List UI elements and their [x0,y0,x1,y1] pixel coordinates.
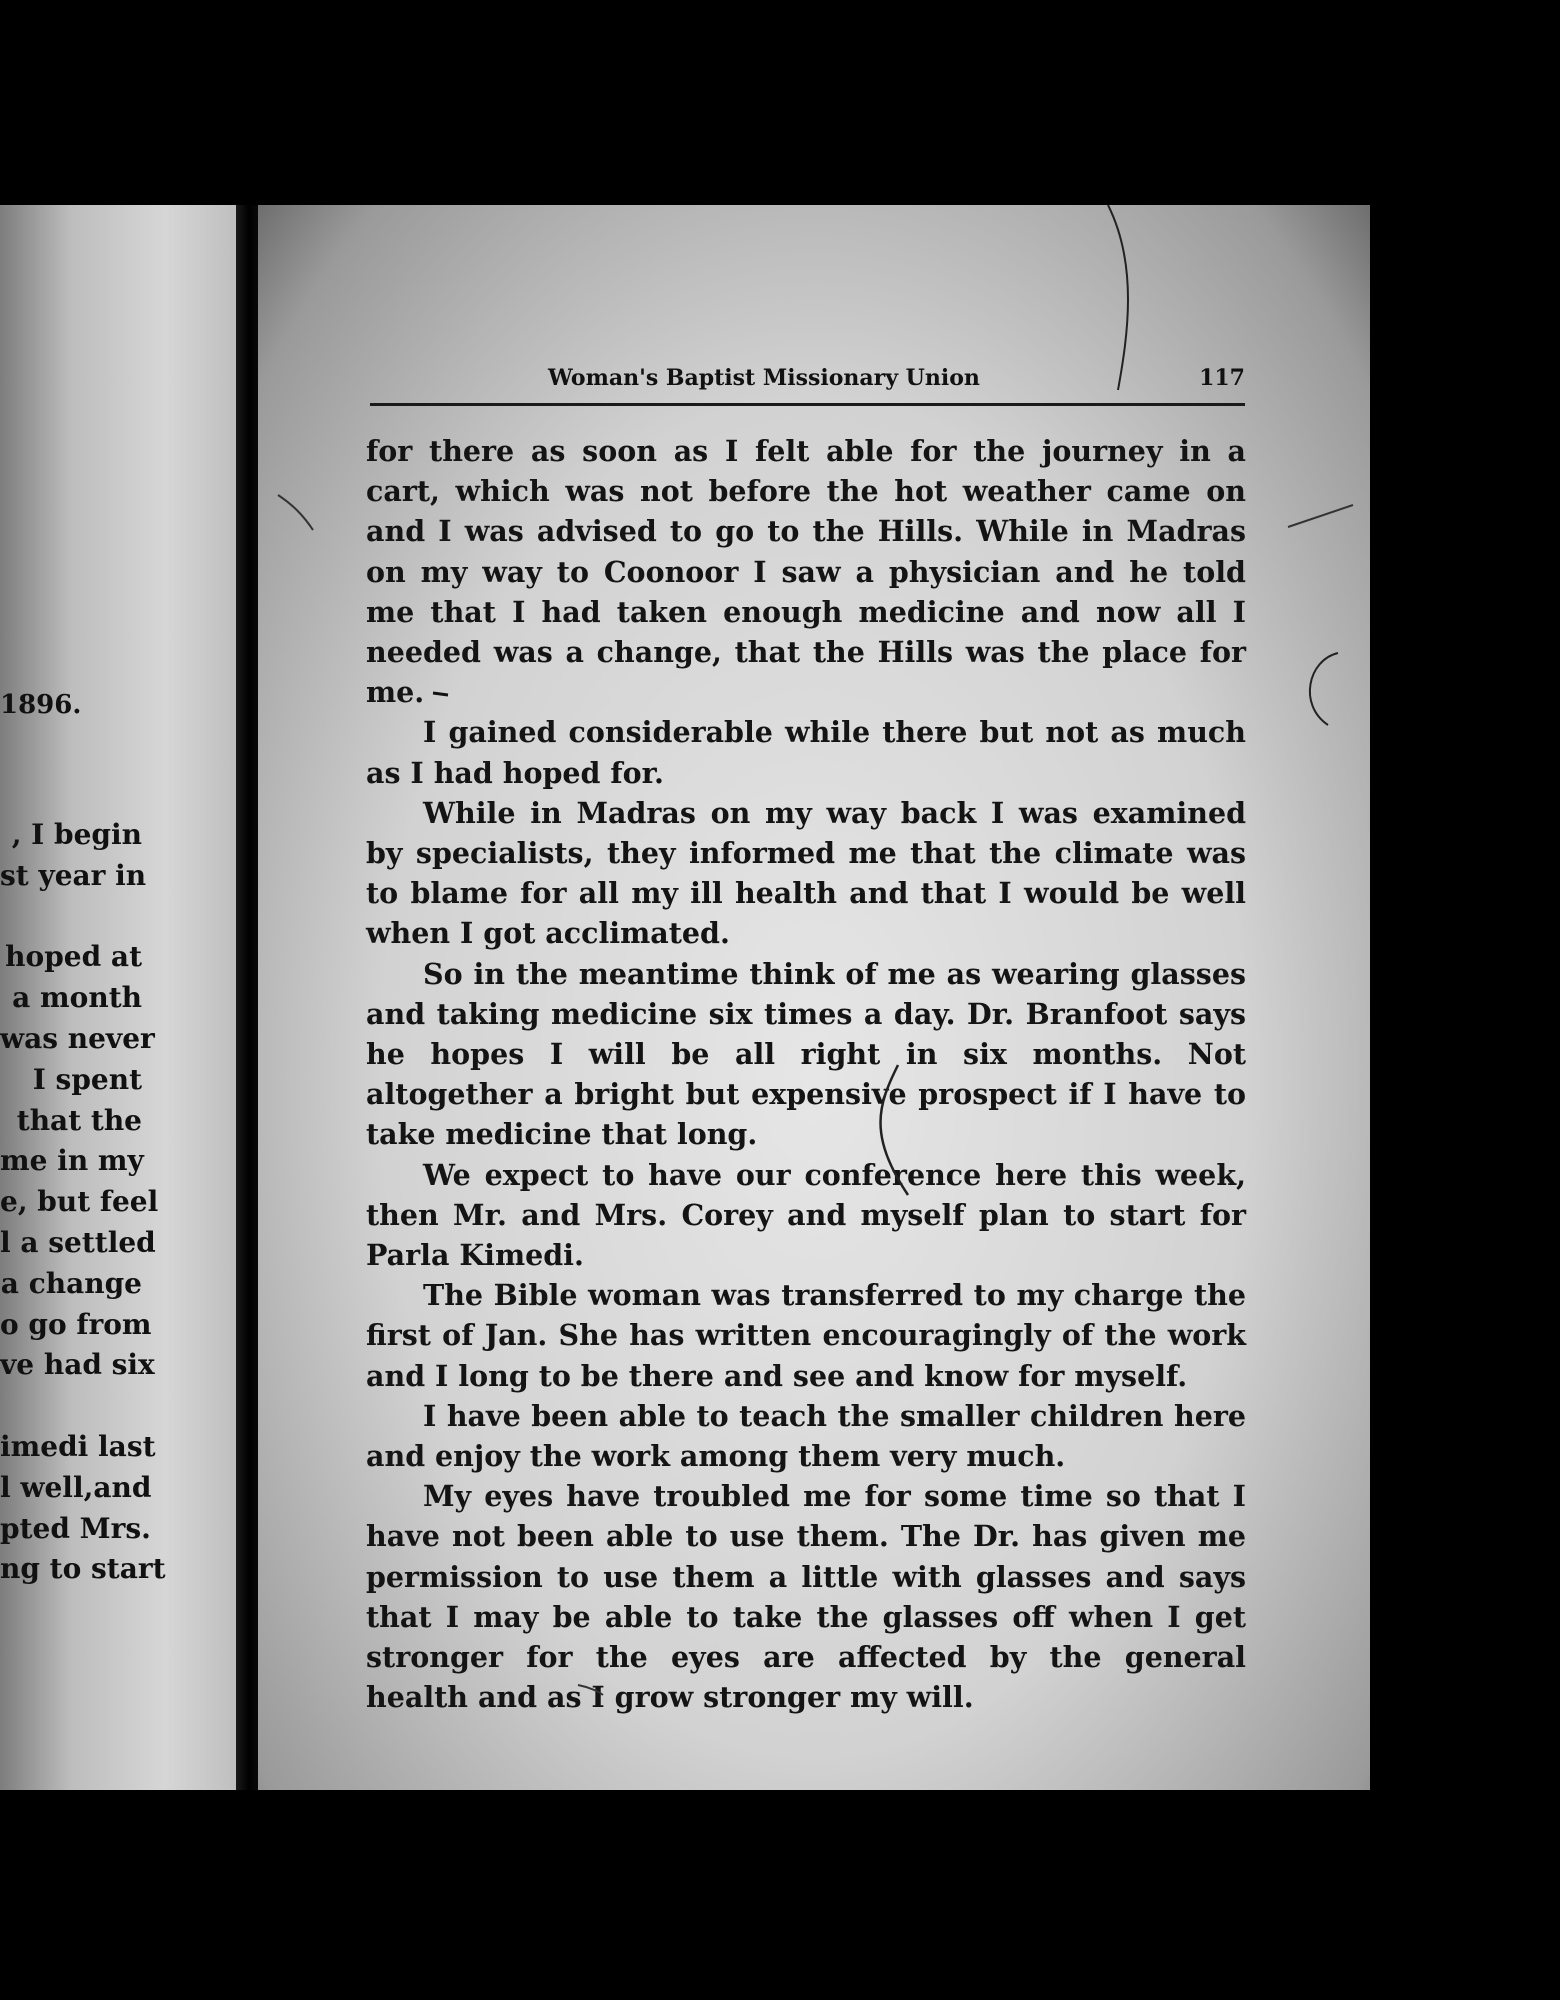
paragraph: I gained considerable while there but not as much as I had hoped for. [366,715,1246,790]
left-line: a change [0,1266,142,1300]
paragraph: So in the meantime think of me as wearing glasses and taking medicine six times a day. Dr. Branfoot says he hopes I will be all right in six months. Not altogether a bright but expensive prospect if I have to take medicine that long. [366,956,1246,1152]
left-line: that the [16,1103,142,1137]
left-line: me in my [0,1144,144,1178]
page-number: 117 [1199,365,1245,391]
left-line: hoped at [5,940,142,974]
left-line: l well,and [0,1470,152,1504]
paragraph: The Bible woman was transferred to my charge the first of Jan. She has written encouragingly of the work and I long to be there and see and know for myself. [366,1278,1246,1393]
left-page-text [0,815,166,1590]
left-line: imedi last [0,1429,156,1463]
paragraph: My eyes have troubled me for some time so that I have not been able to use them. The Dr. has given me permission to use them a little with glasses and says that I may be able to take the glasses off when I get stronger for the eyes are affected by the general health and as I grow stronger my will. [366,1479,1246,1715]
left-line: e, but feel [0,1185,159,1219]
left-line: ng to start [0,1552,166,1586]
left-line: was never [0,1021,155,1055]
left-line: , I begin [11,818,142,851]
paragraph: We expect to have our conference here this week, then Mr. and Mrs. Corey and myself plan to start for Parla Kimedi. [366,1157,1246,1273]
body-text [366,431,1246,1718]
left-page [0,205,236,1790]
left-line: I spent [32,1062,142,1096]
left-page-year: 1896. [0,690,82,720]
left-line: st year in [0,858,147,892]
left-line: o go from [0,1307,152,1341]
paragraph: I have been able to teach the smaller children here and enjoy the work among them very much. [366,1398,1246,1474]
right-page [258,205,1370,1790]
left-line: ve had six [0,1348,155,1382]
header-title: Woman's Baptist Missionary Union [548,365,980,391]
running-header [370,363,1245,406]
left-line [0,1386,142,1427]
left-line: a month [12,981,142,1015]
paragraph: While in Madras on my way back I was examined by specialists, they informed me that the climate was to blame for all my ill health and that I would be well when I got acclimated. [366,795,1246,951]
left-line: l a settled [0,1225,156,1259]
left-line: pted Mrs. [0,1511,151,1545]
left-line [0,897,142,938]
paragraph: for there as soon as I felt able for the journey in a cart, which was not before the hot weather came on and I was advised to go to the Hills. While in Madras on my way to Coonoor I saw a physician and he told me that I had taken enough medicine and now all I needed was a change, that the Hills was the place for me. [366,434,1246,710]
